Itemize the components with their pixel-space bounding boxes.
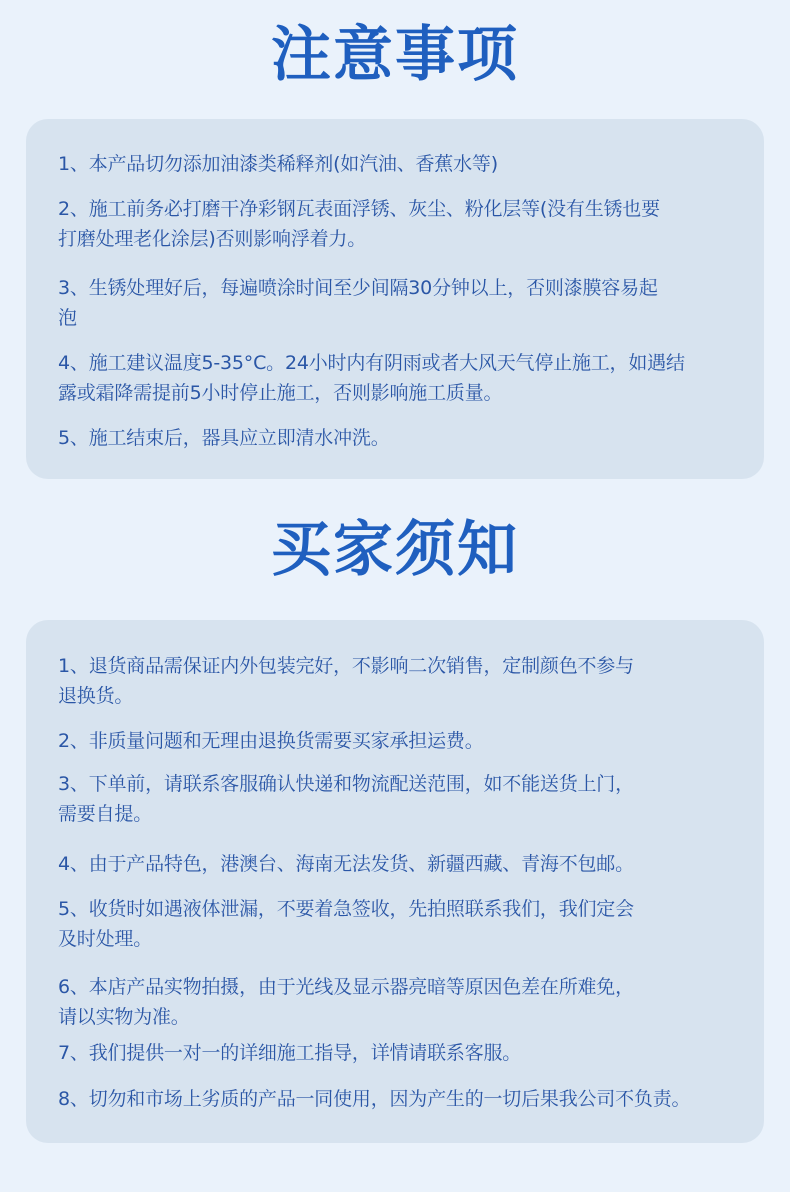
- buyer-item-6-line-2: 请以实物为准。: [58, 1006, 190, 1028]
- buyer-item-3-line-2: 需要自提。: [58, 803, 153, 825]
- notes-item-5: [58, 423, 756, 453]
- notes-item-4-line-2: 露或霜降需提前5小时停止施工，否则影响施工质量。: [58, 382, 503, 404]
- buyer-item-7: [58, 1038, 756, 1068]
- buyer-item-2: [58, 726, 756, 756]
- buyer-item-8: [58, 1084, 756, 1114]
- buyer-item-3-line-1: 3、下单前，请联系客服确认快递和物流配送范围，如不能送货上门，: [58, 773, 634, 795]
- buyer-item-5-line-1: 5、收货时如遇液体泄漏，不要着急签收，先拍照联系我们，我们定会: [58, 898, 634, 920]
- notes-item-1-line-1: 1、本产品切勿添加油漆类稀释剂(如汽油、香蕉水等): [58, 153, 498, 175]
- buyer-item-7-line-1: 7、我们提供一对一的详细施工指导，详情请联系客服。: [58, 1042, 522, 1064]
- buyer-item-6: [58, 972, 756, 1032]
- buyer-item-6-line-1: 6、本店产品实物拍摄，由于光线及显示器亮暗等原因色差在所难免，: [58, 976, 634, 998]
- buyer-item-1-line-1: 1、退货商品需保证内外包装完好，不影响二次销售，定制颜色不参与: [58, 655, 634, 677]
- notes-item-3: [58, 273, 756, 333]
- buyer-item-4-line-1: 4、由于产品特色，港澳台、海南无法发货、新疆西藏、青海不包邮。: [58, 853, 634, 875]
- buyer-item-1-line-2: 退换货。: [58, 685, 134, 707]
- notes-item-1: [58, 149, 756, 179]
- notes-panel: [26, 119, 764, 479]
- buyer-panel: [26, 620, 764, 1143]
- notes-item-4: [58, 348, 756, 408]
- notes-item-2: [58, 194, 756, 254]
- buyer-title: 买家须知: [271, 515, 519, 585]
- notes-item-3-line-1: 3、生锈处理好后，每遍喷涂时间至少间隔30分钟以上，否则漆膜容易起: [58, 277, 658, 299]
- buyer-item-4: [58, 849, 756, 879]
- notes-item-2-line-1: 2、施工前务必打磨干净彩钢瓦表面浮锈、灰尘、粉化层等(没有生锈也要: [58, 198, 660, 220]
- buyer-item-1: [58, 651, 756, 711]
- buyer-item-5: [58, 894, 756, 954]
- notes-item-3-line-2: 泡: [58, 307, 77, 329]
- buyer-item-5-line-2: 及时处理。: [58, 928, 153, 950]
- notes-item-2-line-2: 打磨处理老化涂层)否则影响浮着力。: [58, 228, 367, 250]
- buyer-item-3: [58, 769, 756, 829]
- notes-item-5-line-1: 5、施工结束后，器具应立即清水冲洗。: [58, 427, 390, 449]
- notes-item-4-line-1: 4、施工建议温度5-35°C。24小时内有阴雨或者大风天气停止施工，如遇结: [58, 352, 685, 374]
- buyer-item-8-line-1: 8、切勿和市场上劣质的产品一同使用，因为产生的一切后果我公司不负责。: [58, 1088, 691, 1110]
- buyer-item-2-line-1: 2、非质量问题和无理由退换货需要买家承担运费。: [58, 730, 484, 752]
- notes-title: 注意事项: [271, 20, 519, 90]
